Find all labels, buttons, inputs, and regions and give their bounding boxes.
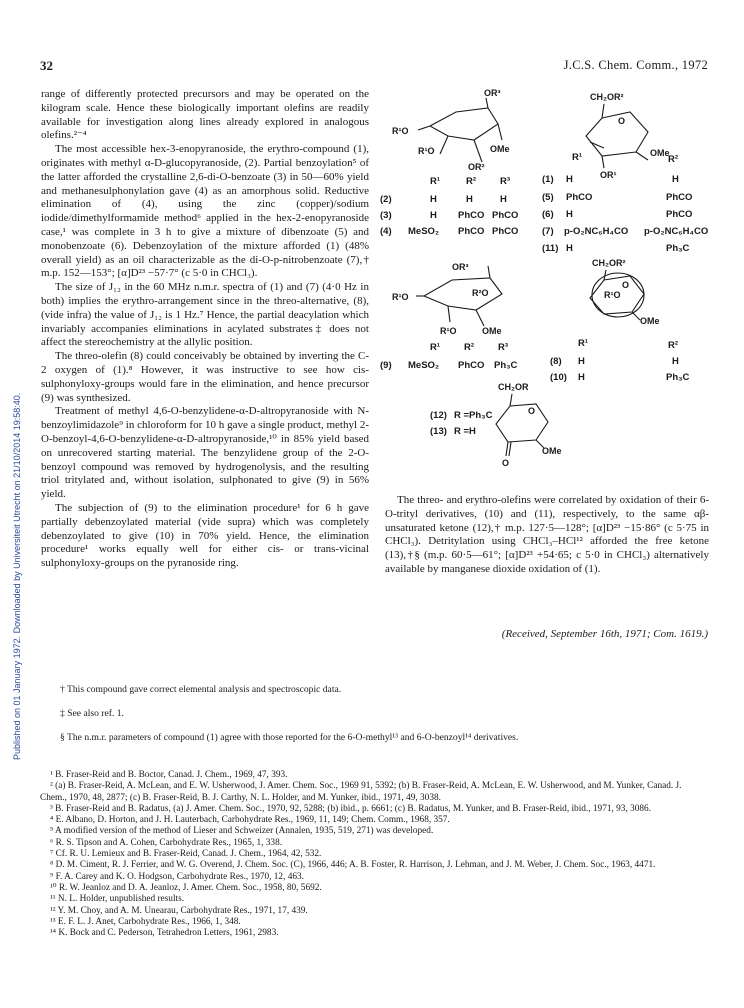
altropyranoside-structure bbox=[392, 262, 502, 336]
svg-text:PhCO: PhCO bbox=[458, 360, 485, 371]
svg-text:CH₂OR²: CH₂OR² bbox=[590, 92, 624, 102]
svg-text:(6): (6) bbox=[542, 209, 554, 220]
svg-text:(8): (8) bbox=[550, 356, 562, 367]
svg-text:(5): (5) bbox=[542, 192, 554, 203]
threo-olefin-structure bbox=[590, 258, 660, 326]
svg-text:R¹O: R¹O bbox=[392, 126, 409, 136]
svg-text:p-O₂NC₆H₄CO: p-O₂NC₆H₄CO bbox=[644, 226, 709, 237]
left-column-text bbox=[41, 88, 369, 571]
svg-text:R¹O: R¹O bbox=[418, 146, 435, 156]
svg-text:OMe: OMe bbox=[490, 144, 510, 154]
svg-text:Ph₃C: Ph₃C bbox=[666, 372, 690, 383]
svg-text:R¹: R¹ bbox=[430, 176, 441, 187]
svg-text:H: H bbox=[430, 210, 437, 221]
svg-text:(10): (10) bbox=[550, 372, 567, 383]
svg-text:OMe: OMe bbox=[482, 326, 502, 336]
reference: ⁷ Cf. R. U. Lemieux and B. Fraser-Reid, Canad. J. Chem., 1964, 42, 532. bbox=[50, 849, 322, 860]
reference: ⁹ F. A. Carey and K. O. Hodgson, Carbohydrate Res., 1970, 12, 463. bbox=[50, 871, 305, 882]
svg-text:PhCO: PhCO bbox=[492, 226, 519, 237]
paragraph: The most accessible hex-3-enopyranoside, the erythro-compound (1), originates with methyl α-D-glucopyranoside, (2). Partial benzoylation⁵ of the latter afforded the crystalline 2,6-di-O-benzoate (3) in 50—60% yield and methanesulphonylation gave (4) as an amorphous solid. Reductive elimination of (4), using the zinc (copper)/sodium iodide/dimethylformamide method⁶ applied in the hex-2-enopyranoside case,¹ was complete in 3 h to give a mixture of dibenzoate (5) and monobenzoate (6). Debenzoylation of the mixture afforded (1) (48% overall yield) as an oil characterizable as the di-O-p-nitrobenzoate (7),† m.p. 152—153°; [α]D²³ −57·7° (c 5·0 in CHCl₃). bbox=[41, 143, 369, 280]
svg-text:PhCO: PhCO bbox=[492, 210, 519, 221]
svg-text:(7): (7) bbox=[542, 226, 554, 237]
svg-text:Ph₃C: Ph₃C bbox=[494, 360, 518, 371]
svg-text:OR¹: OR¹ bbox=[600, 170, 617, 180]
paragraph: The subjection of (9) to the elimination procedure¹ for 6 h gave partially debenzoylated material (vide supra) which was completely debenzoylated to give (10) in 70% yield. Hence, the elimination procedure¹ works equally well for either cis- or trans-vicinal sulphonyloxy-groups on the pyranoside ring. bbox=[41, 501, 369, 570]
reference: ² (a) B. Fraser-Reid, A. McLean, and E. W. Usherwood, J. Amer. Chem. Soc., 1969 91, 5392; (b) B. Fraser-Reid, A. McLean, E. W. Usherwood, and M. Yunker, Canad. J. Chem., 1970, 48, 2877; (c) B. Fraser-Reid, B. J. Carthy, N. L. Holder, and M. Yunker, ibid., 1971, 49, 3038. bbox=[40, 781, 682, 803]
paragraph: range of differently protected precursors and may be operated on the kilogram scale. Hence these biologically important olefins are readily available for investigation along lines already explored in analogous olefins.²⁻⁴ bbox=[41, 88, 369, 142]
svg-text:OR³: OR³ bbox=[484, 88, 501, 98]
svg-text:R =H: R =H bbox=[454, 426, 476, 437]
svg-text:O: O bbox=[502, 458, 510, 468]
glucopyranoside-structure bbox=[392, 88, 510, 172]
svg-text:H: H bbox=[466, 194, 473, 205]
svg-text:p-O₂NC₆H₄CO: p-O₂NC₆H₄CO bbox=[564, 226, 629, 237]
footnote: ‡ See also ref. 1. bbox=[60, 708, 124, 719]
download-watermark: Published on 01 January 1972. Downloaded by Universiteit Utrecht on 21/10/2014 19:58:40. bbox=[12, 392, 22, 760]
svg-text:OR²: OR² bbox=[468, 162, 485, 172]
reference: ⁸ D. M. Ciment, R. J. Ferrier, and W. G. Overend, J. Chem. Soc. (C), 1966, 446; A. B. Foster, R. Harrison, J. Lehman, and J. M. Weber, J. Chem. Soc., 1963, 4471. bbox=[50, 860, 656, 871]
svg-text:H: H bbox=[672, 174, 679, 185]
reference: ¹² Y. M. Choy, and A. M. Unearau, Carbohydrate Res., 1971, 17, 439. bbox=[50, 905, 308, 916]
svg-text:R³: R³ bbox=[498, 342, 509, 353]
svg-text:R²O: R²O bbox=[472, 288, 489, 298]
svg-text:PhCO: PhCO bbox=[666, 209, 693, 220]
svg-text:R³: R³ bbox=[500, 176, 511, 187]
reference: ⁵ A modified version of the method of Lieser and Schweizer (Annalen, 1935, 519, 271) was developed. bbox=[50, 826, 434, 837]
reference: ³ B. Fraser-Reid and B. Radatus, (a) J. Amer. Chem. Soc., 1970, 92, 5288; (b) ibid., p. 6661; (c) B. Radatus, M. Yunker, and B. Fraser-Reid, ibid., 1971, 93, 3086. bbox=[50, 803, 652, 814]
svg-text:H: H bbox=[566, 174, 573, 185]
svg-text:PhCO: PhCO bbox=[458, 210, 485, 221]
footnote: § The n.m.r. parameters of compound (1) agree with those reported for the 6-O-methyl¹³ and 6-O-benzoyl¹⁴ derivatives. bbox=[60, 732, 519, 743]
paragraph: The size of J₁₂ in the 60 MHz n.m.r. spectra of (1) and (7) (4·0 Hz in both) implies the erythro-arrangement since in the threo-alternative, (8), (vide infra) the value of J₁₂ is 1 Hz.⁷ Hence, the partial deacylation which invariably accompanies eliminations in acylated substrates‡ does not affect the stereochemistry at the allylic position. bbox=[41, 281, 369, 349]
svg-text:MeSO₂: MeSO₂ bbox=[408, 226, 440, 237]
svg-text:(12): (12) bbox=[430, 410, 447, 421]
right-column-text bbox=[385, 494, 709, 577]
paragraph: The threo- and erythro-olefins were correlated by oxidation of their 6-O-trityl derivatives, (10) and (11), respectively, to the same αβ-unsaturated ketone (12),† m.p. 127·5—128°; [α]D²³ −15·86° (c 5·75 in CHCl₃). Detritylation using CHCl₃–HCl¹² afforded the free ketone (13),†§ (m.p. 60·5—61°; [α]D²³ +54·65; c 5·0 in CHCl₃) alternatively available by manganese dioxide oxidation of (1). bbox=[385, 494, 709, 575]
svg-text:(1): (1) bbox=[542, 174, 554, 185]
svg-text:O: O bbox=[622, 280, 630, 290]
svg-text:H: H bbox=[430, 194, 437, 205]
svg-text:PhCO: PhCO bbox=[458, 226, 485, 237]
svg-text:(3): (3) bbox=[380, 210, 392, 221]
svg-text:R²: R² bbox=[668, 154, 679, 165]
reference: ¹⁴ K. Bock and C. Pederson, Tetrahedron Letters, 1961, 2983. bbox=[50, 928, 279, 939]
svg-text:Ph₃C: Ph₃C bbox=[666, 243, 690, 254]
footnote: † This compound gave correct elemental analysis and spectroscopic data. bbox=[60, 684, 342, 695]
paragraph: The threo-olefin (8) could conceivably be obtained by inverting the C-2 oxygen of (1).⁸ However, it was instructive to see how cis-sulphonyloxy-groups would fare in the elimination, and hence precursor (9) was synthesized. bbox=[41, 350, 369, 404]
svg-text:R¹: R¹ bbox=[578, 338, 589, 349]
svg-text:OMe: OMe bbox=[542, 446, 562, 456]
footnotes bbox=[60, 684, 710, 756]
reference: ¹³ E. F. L. J. Anet, Carbohydrate Res., 1966, 1, 348. bbox=[50, 916, 241, 927]
svg-text:H: H bbox=[566, 243, 573, 254]
svg-text:H: H bbox=[500, 194, 507, 205]
reference: ¹⁰ R. W. Jeanloz and D. A. Jeanloz, J. Amer. Chem. Soc., 1958, 80, 5692. bbox=[50, 882, 322, 893]
svg-text:CH₂OR²: CH₂OR² bbox=[592, 258, 626, 268]
svg-text:R¹O: R¹O bbox=[604, 290, 621, 300]
svg-text:R¹O: R¹O bbox=[392, 292, 409, 302]
svg-text:R²: R² bbox=[464, 342, 475, 353]
svg-text:R =Ph₃C: R =Ph₃C bbox=[454, 410, 493, 421]
svg-text:OR³: OR³ bbox=[452, 262, 469, 272]
svg-text:PhCO: PhCO bbox=[566, 192, 593, 203]
received-date: (Received, September 16th, 1971; Com. 1619.) bbox=[501, 628, 708, 640]
svg-text:H: H bbox=[578, 372, 585, 383]
references bbox=[40, 770, 710, 939]
svg-text:(4): (4) bbox=[380, 226, 392, 237]
unsaturated-ketone-structure bbox=[496, 382, 562, 468]
reference: ¹ B. Fraser-Reid and B. Boctor, Canad. J. Chem., 1969, 47, 393. bbox=[50, 770, 288, 780]
svg-text:(11): (11) bbox=[542, 243, 559, 254]
svg-text:R¹: R¹ bbox=[430, 342, 441, 353]
paragraph: Treatment of methyl 4,6-O-benzylidene-α-D-altropyranoside with N-benzoylimidazole⁹ in chloroform for 10 h gave a single product, methyl 2-O-benzoyl-4,6-O-benzylidene-α-D-altropyranoside,¹⁰ in 85% yield based on unrecovered starting material. The benzylidene group of the 2-O-benzoyl compound was removed by hydrogenolysis, and the resulting triol tritylated and, without isolation, sulphonated to give (9) in 56% yield. bbox=[41, 405, 369, 501]
svg-text:H: H bbox=[566, 209, 573, 220]
svg-text:R¹: R¹ bbox=[572, 152, 583, 163]
svg-text:R²: R² bbox=[668, 340, 679, 351]
svg-text:R¹O: R¹O bbox=[440, 326, 457, 336]
svg-text:O: O bbox=[528, 406, 536, 416]
svg-text:(13): (13) bbox=[430, 426, 447, 437]
svg-text:O: O bbox=[618, 116, 626, 126]
svg-text:CH₂OR: CH₂OR bbox=[498, 382, 529, 392]
svg-text:R²: R² bbox=[466, 176, 477, 187]
page-number: 32 bbox=[40, 58, 53, 73]
svg-text:PhCO: PhCO bbox=[666, 192, 693, 203]
svg-text:H: H bbox=[672, 356, 679, 367]
journal-header: J.C.S. Chem. Comm., 1972 bbox=[563, 58, 708, 72]
reference: ⁶ R. S. Tipson and A. Cohen, Carbohydrate Res., 1965, 1, 338. bbox=[50, 837, 283, 848]
svg-text:MeSO₂: MeSO₂ bbox=[408, 360, 440, 371]
svg-text:(9): (9) bbox=[380, 360, 392, 371]
svg-text:(2): (2) bbox=[380, 194, 392, 205]
reference: ¹¹ N. L. Holder, unpublished results. bbox=[50, 894, 185, 905]
hexenopyranoside-structure bbox=[586, 92, 670, 180]
reference: ⁴ E. Albano, D. Horton, and J. H. Lauterbach, Carbohydrate Res., 1969, 11, 149; Chem. Comm., 1968, 357. bbox=[50, 815, 450, 826]
svg-text:OMe: OMe bbox=[650, 148, 670, 158]
reaction-scheme bbox=[378, 84, 728, 482]
svg-text:H: H bbox=[578, 356, 585, 367]
svg-text:OMe: OMe bbox=[640, 316, 660, 326]
